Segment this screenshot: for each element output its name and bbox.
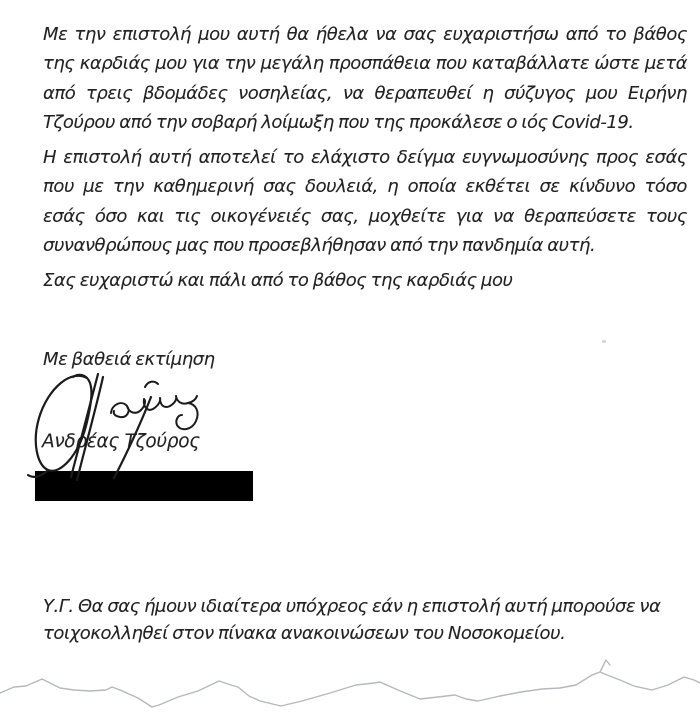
signature-rho-descender [114, 397, 151, 478]
closing-line: Με βαθειά εκτίμηση [43, 349, 215, 370]
text-line: Τζούρου από την σοβαρή λοίμωξη που της προκάλεσε ο ιός Covid-19. [43, 112, 634, 134]
signature-flourish-curl [176, 403, 197, 429]
signature-downstroke-1 [71, 374, 98, 477]
paragraph-1 [43, 20, 687, 138]
signature-accent [145, 382, 158, 387]
text-line: συνανθρώπους μας που προσεβλήθησαν από την πανδημία αυτή. [43, 235, 596, 257]
text-line: Με την επιστολή μου αυτή θα ήθελα να σας ευχαριστήσω από το βάθος [43, 24, 687, 45]
torn-edge-spur [600, 660, 610, 672]
text-line: εσάς όσο και τις οικογένειές σας, μοχθείτε για να θεραπεύσετε τους [43, 205, 687, 227]
text-line: από τρεις βδομάδες νοσηλείας, να θεραπευθεί η σύζυγος μου Ειρήνη [43, 82, 687, 104]
text-line: Η επιστολή αυτή αποτελεί το ελάχιστο δείγμα ευγνωμοσύνης προς εσάς [43, 147, 687, 168]
signature-name: Ανδρέας Τζούρος [42, 431, 200, 452]
torn-edge-path [0, 672, 700, 707]
paragraph-3 [43, 266, 687, 295]
text-line: Σας ευχαριστώ και πάλι από το βάθος της καρδιάς μου [43, 270, 513, 291]
postscript [43, 594, 687, 648]
text-line: που με την καθημερινή σας δουλειά, η οποία εκθέτει σε κίνδυνο τόσο [43, 176, 687, 198]
signature-loop-tail [28, 470, 48, 477]
torn-paper-edge-line [0, 655, 700, 716]
signature-cursive-letters [111, 396, 197, 417]
scan-speck [602, 340, 606, 343]
paragraph-2 [43, 143, 687, 261]
text-line: τοιχοκολληθεί στον πίνακα ανακοινώσεων του Νοσοκομείου. [43, 622, 566, 644]
signature-downstroke-2 [77, 377, 103, 480]
text-line: Υ.Γ. Θα σας ήμουν ιδιαίτερα υπόχρεος εάν η επιστολή αυτή μπορούσε να [43, 596, 661, 617]
signature-image [25, 368, 203, 484]
text-line: της καρδιάς μου για την μεγάλη προσπάθεια που καταβάλλατε ώστε μετά [43, 53, 687, 75]
